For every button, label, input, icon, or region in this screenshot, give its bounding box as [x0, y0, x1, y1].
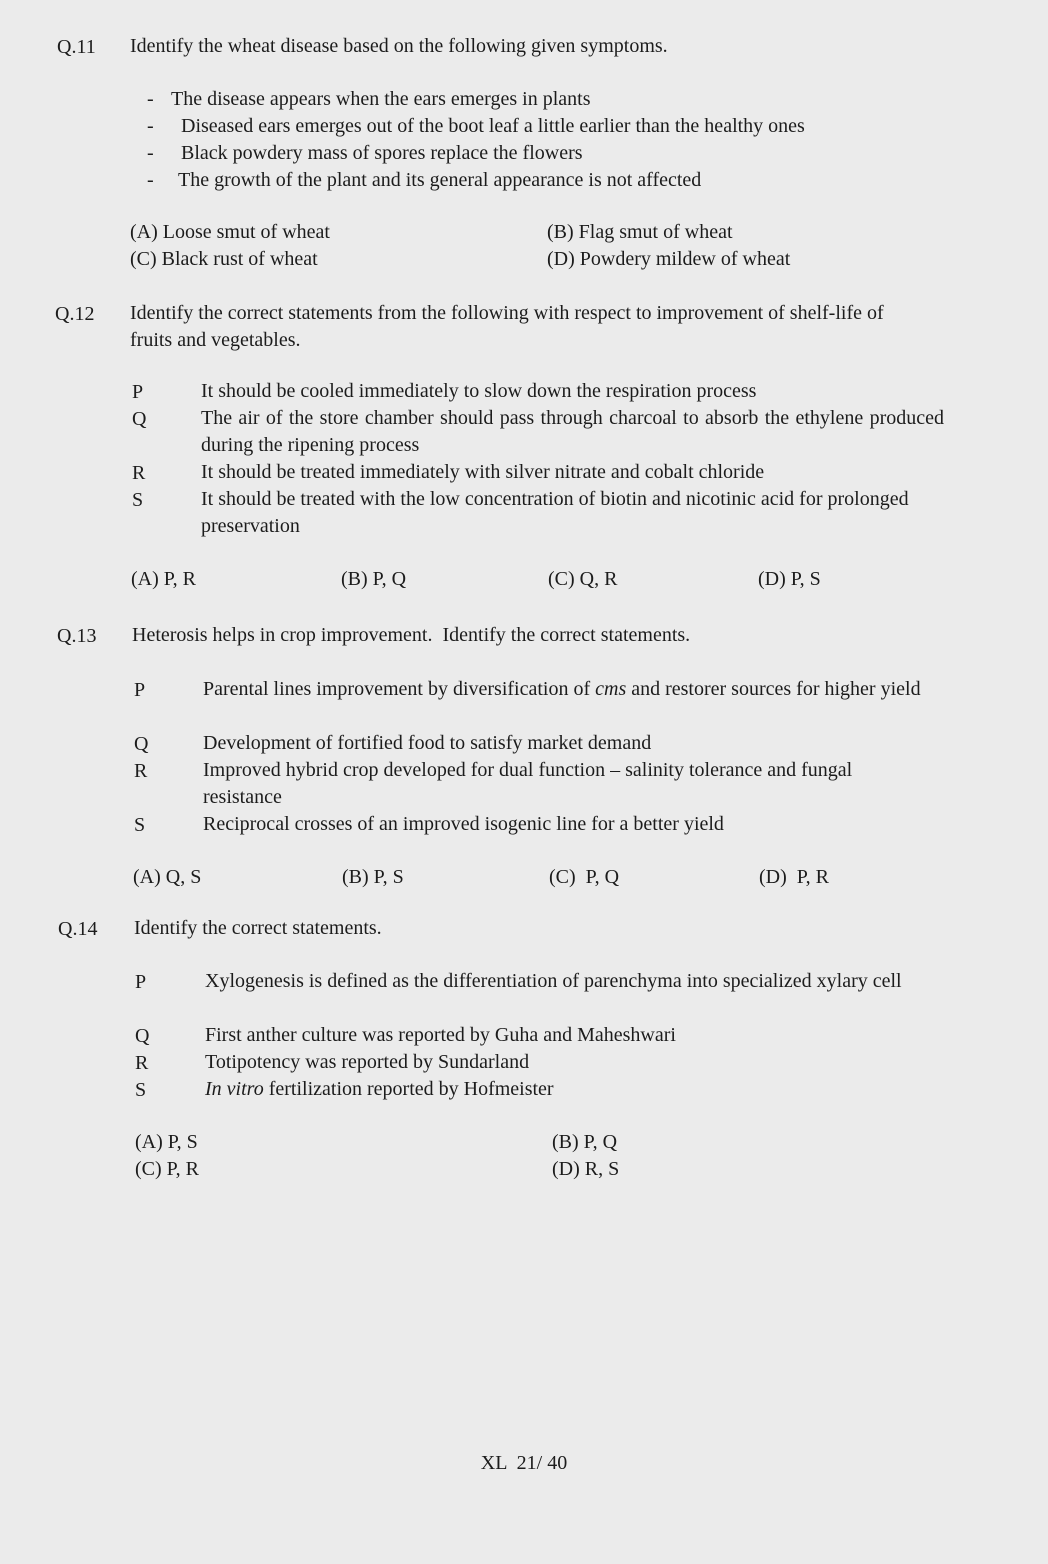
statement-label: S	[132, 489, 144, 511]
symptom-item: - Diseased ears emerges out of the boot leaf a little earlier than the healthy ones	[147, 115, 805, 137]
question-number: Q.14	[58, 918, 98, 940]
statement-text: Development of fortified food to satisfy market demand	[203, 732, 652, 754]
question-number: Q.11	[57, 36, 96, 58]
option-c[interactable]: (C) Q, R	[548, 568, 618, 590]
option-b[interactable]: (B) Flag smut of wheat	[547, 221, 733, 243]
page-footer: XL 21/ 40	[480, 1452, 568, 1474]
statement-label: P	[134, 679, 146, 701]
question-text: Identify the correct statements from the following with respect to improvement of shelf-life of fruits and vegetables.	[130, 302, 884, 351]
statement-text: First anther culture was reported by Guha and Maheshwari	[205, 1024, 676, 1046]
question-number: Q.13	[57, 625, 97, 647]
statement-label: Q	[132, 408, 147, 430]
option-d[interactable]: (D) P, S	[758, 568, 821, 590]
option-b[interactable]: (B) P, S	[342, 866, 404, 888]
statement-label: R	[132, 462, 146, 484]
statement-label: P	[135, 971, 147, 993]
statement-label: S	[134, 814, 146, 836]
statement-label: R	[134, 760, 148, 782]
option-a[interactable]: (A) P, S	[135, 1131, 198, 1153]
option-c[interactable]: (C) P, R	[135, 1158, 199, 1180]
question-text: Identify the correct statements.	[134, 917, 382, 939]
statement-label: Q	[135, 1025, 150, 1047]
question-number: Q.12	[55, 303, 95, 325]
question-text: Heterosis helps in crop improvement. Identify the correct statements.	[132, 624, 691, 646]
statement-label: Q	[134, 733, 149, 755]
statement-label: P	[132, 381, 144, 403]
option-b[interactable]: (B) P, Q	[552, 1131, 618, 1153]
statement-text: Totipotency was reported by Sundarland	[205, 1051, 530, 1073]
statement-text: Reciprocal crosses of an improved isogenic line for a better yield	[203, 813, 724, 835]
statement-text: In vitro fertilization reported by Hofmeister	[205, 1078, 554, 1100]
option-a[interactable]: (A) P, R	[131, 568, 197, 590]
option-d[interactable]: (D) R, S	[552, 1158, 620, 1180]
option-b[interactable]: (B) P, Q	[341, 568, 407, 590]
statement-text: It should be treated with the low concentration of biotin and nicotinic acid for prolonged preservation	[201, 488, 909, 537]
statement-label: R	[135, 1052, 149, 1074]
symptom-item: - Black powdery mass of spores replace the flowers	[147, 142, 583, 164]
option-c[interactable]: (C) P, Q	[549, 866, 620, 888]
statement-text: Xylogenesis is defined as the differentiation of parenchyma into specialized xylary cell	[205, 970, 902, 992]
option-c[interactable]: (C) Black rust of wheat	[130, 248, 318, 270]
statement-text: It should be cooled immediately to slow down the respiration process	[201, 380, 757, 402]
option-d[interactable]: (D) Powdery mildew of wheat	[547, 248, 791, 270]
option-d[interactable]: (D) P, R	[759, 866, 830, 888]
statement-text: It should be treated immediately with silver nitrate and cobalt chloride	[201, 461, 765, 483]
statement-text: The air of the store chamber should pass through charcoal to absorb the ethylene produced during the ripening process	[201, 407, 944, 456]
statement-text: Parental lines improvement by diversification of cms and restorer sources for higher yield	[203, 678, 921, 700]
statement-label: S	[135, 1079, 147, 1101]
symptom-item: - The growth of the plant and its general appearance is not affected	[147, 169, 702, 191]
symptom-item: - The disease appears when the ears emerges in plants	[147, 88, 591, 110]
option-a[interactable]: (A) Loose smut of wheat	[130, 221, 330, 243]
option-a[interactable]: (A) Q, S	[133, 866, 202, 888]
question-text: Identify the wheat disease based on the following given symptoms.	[130, 35, 668, 57]
statement-text: Improved hybrid crop developed for dual function – salinity tolerance and fungal resistance	[203, 759, 853, 808]
